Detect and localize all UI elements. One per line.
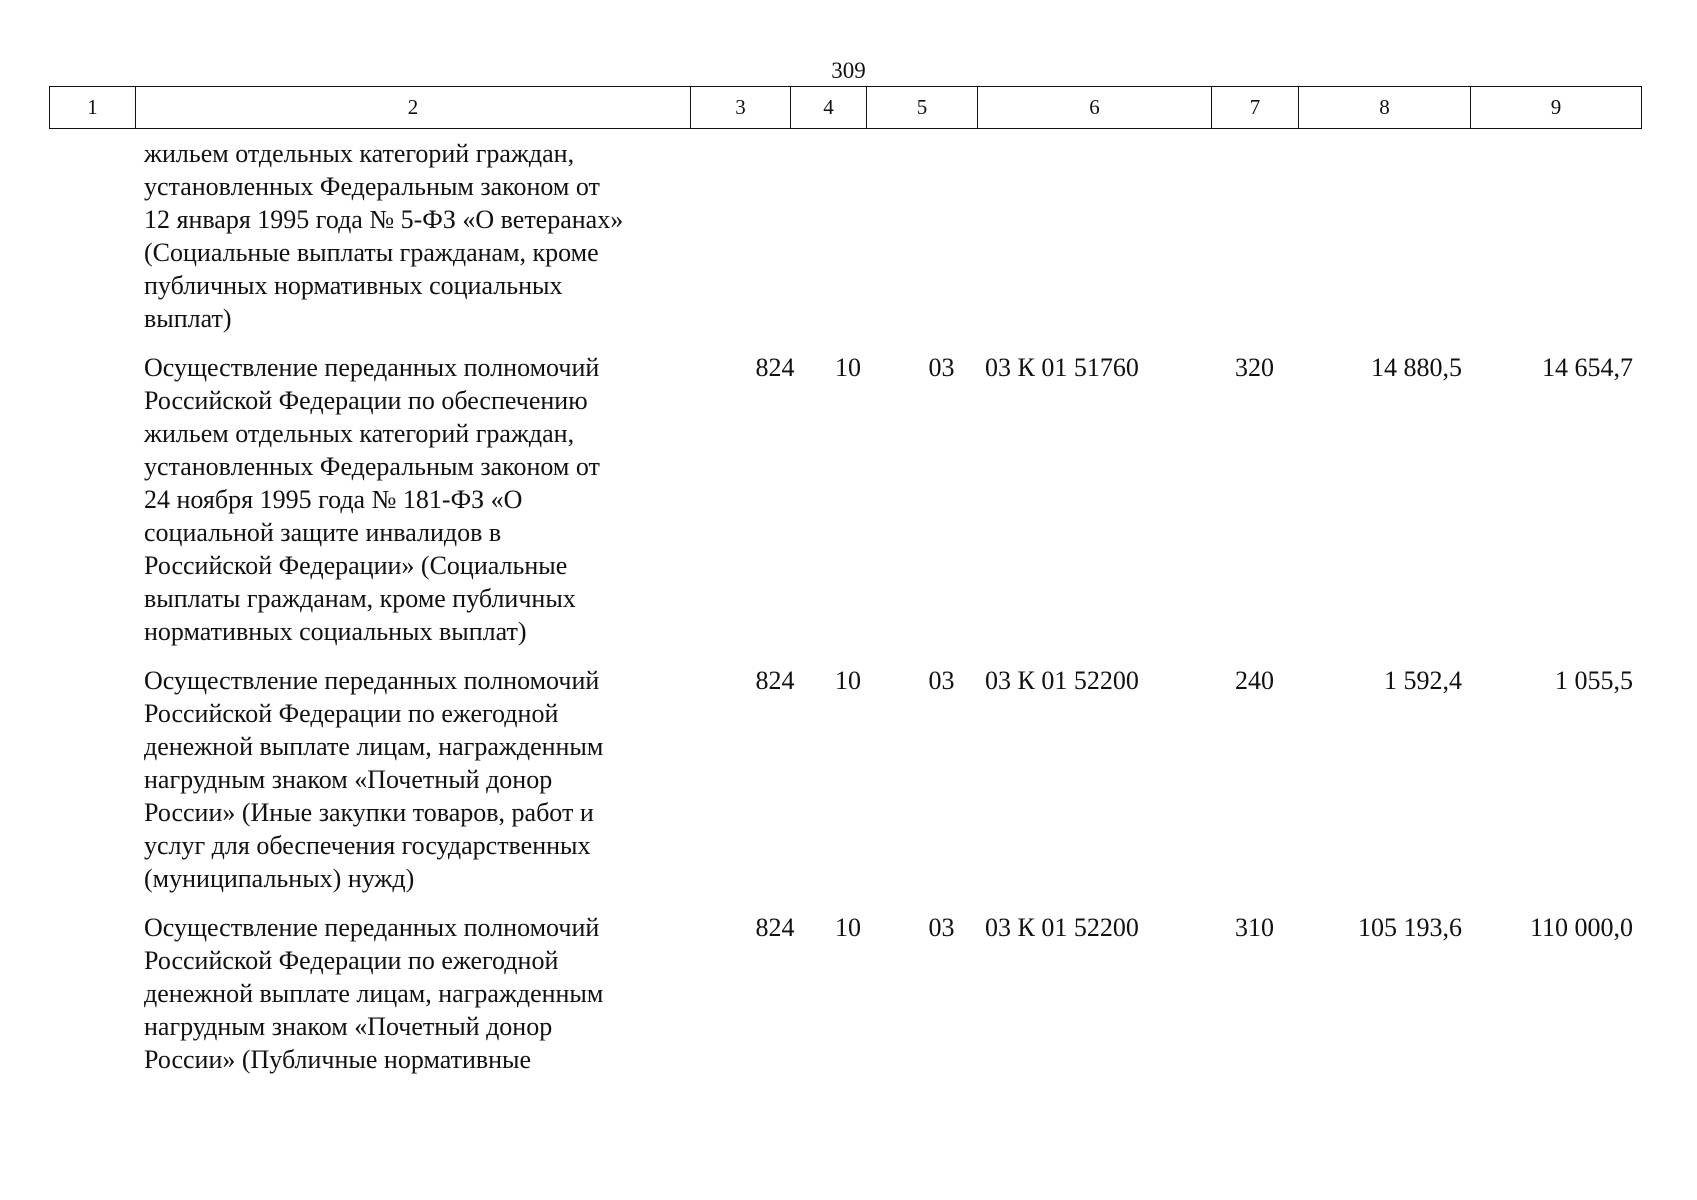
description-line: нормативных социальных выплат) <box>144 617 527 646</box>
description-line: публичных нормативных социальных <box>144 271 563 300</box>
cell-col4: 10 <box>835 666 861 695</box>
cell-col5: 03 <box>928 353 955 382</box>
description-line: выплат) <box>144 304 232 333</box>
row-description <box>144 351 684 648</box>
description-line: денежной выплате лицам, награжденным <box>144 979 604 1008</box>
description-line: 12 января 1995 года № 5-ФЗ «О ветеранах» <box>144 205 624 234</box>
cell-col6: 03 К 01 52200 <box>985 666 1139 695</box>
header-col-1: 1 <box>50 87 136 129</box>
description-line: России» (Публичные нормативные <box>144 1045 532 1074</box>
header-col-5: 5 <box>867 87 978 129</box>
description-line: Осуществление переданных полномочий <box>144 353 600 382</box>
header-col-6: 6 <box>978 87 1212 129</box>
description-line: денежной выплате лицам, награжденным <box>144 732 604 761</box>
cell-col8: 1 592,4 <box>1384 666 1462 695</box>
table-row <box>49 137 1641 335</box>
cell-col7: 320 <box>1235 353 1274 382</box>
header-col-9: 9 <box>1471 87 1642 129</box>
cell-col9: 1 055,5 <box>1555 666 1633 695</box>
cell-col5: 03 <box>928 913 955 942</box>
header-col-7: 7 <box>1212 87 1299 129</box>
page-number: 309 <box>831 58 866 83</box>
cell-col8: 14 880,5 <box>1371 353 1462 382</box>
description-line: жильем отдельных категорий граждан, <box>144 139 575 168</box>
description-line: Российской Федерации» (Социальные <box>144 551 568 580</box>
cell-col6: 03 К 01 51760 <box>985 353 1139 382</box>
description-line: выплаты гражданам, кроме публичных <box>144 584 576 613</box>
cell-col6: 03 К 01 52200 <box>985 913 1139 942</box>
cell-col3: 824 <box>755 913 795 942</box>
cell-col3: 824 <box>755 353 795 382</box>
cell-col4: 10 <box>835 353 861 382</box>
table-row <box>49 351 1641 648</box>
row-description <box>144 911 684 1076</box>
description-line: 24 ноября 1995 года № 181-ФЗ «О <box>144 485 523 514</box>
description-line: Осуществление переданных полномочий <box>144 666 600 695</box>
header-col-8: 8 <box>1299 87 1471 129</box>
description-line: Осуществление переданных полномочий <box>144 913 600 942</box>
table-row <box>49 664 1641 895</box>
description-line: жильем отдельных категорий граждан, <box>144 419 575 448</box>
description-line: Российской Федерации по ежегодной <box>144 946 559 975</box>
cell-col5: 03 <box>928 666 955 695</box>
header-col-4: 4 <box>791 87 867 129</box>
row-description <box>144 137 684 335</box>
description-line: Российской Федерации по ежегодной <box>144 699 559 728</box>
description-line: установленных Федеральным законом от <box>144 452 600 481</box>
description-line: Российской Федерации по обеспечению <box>144 386 588 415</box>
header-col-3: 3 <box>691 87 791 129</box>
row-description <box>144 664 684 895</box>
header-col-2: 2 <box>136 87 691 129</box>
column-number-header <box>49 86 1642 129</box>
cell-col7: 240 <box>1235 666 1274 695</box>
description-line: нагрудным знаком «Почетный донор <box>144 1012 553 1041</box>
description-line: установленных Федеральным законом от <box>144 172 600 201</box>
cell-col8: 105 193,6 <box>1358 913 1462 942</box>
description-line: услуг для обеспечения государственных <box>144 831 591 860</box>
description-line: социальной защите инвалидов в <box>144 518 502 547</box>
cell-col3: 824 <box>755 666 795 695</box>
description-line: (Социальные выплаты гражданам, кроме <box>144 238 599 267</box>
cell-col4: 10 <box>835 913 861 942</box>
cell-col9: 14 654,7 <box>1542 353 1633 382</box>
description-line: нагрудным знаком «Почетный донор <box>144 765 553 794</box>
description-line: России» (Иные закупки товаров, работ и <box>144 798 594 827</box>
cell-col9: 110 000,0 <box>1529 913 1633 942</box>
table-row <box>49 911 1641 1076</box>
cell-col7: 310 <box>1235 913 1274 942</box>
description-line: (муниципальных) нужд) <box>144 864 415 893</box>
budget-table-body <box>49 137 1641 1076</box>
